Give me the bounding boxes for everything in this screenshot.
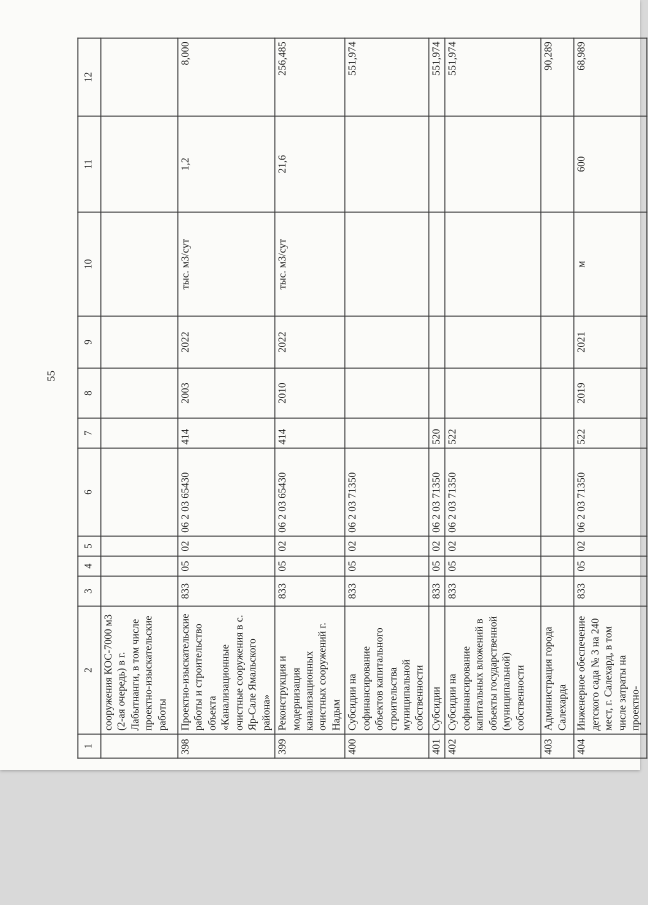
column-header: 8 [78, 368, 101, 418]
cell-c6 [541, 448, 574, 536]
cell-c6 [101, 448, 178, 536]
cell-c3: 833 [275, 576, 345, 606]
cell-c6: 06 2 03 71350 [574, 448, 647, 536]
page-number: 55 [45, 370, 57, 382]
table-row [178, 38, 275, 758]
cell-c6: 06 2 03 71350 [445, 448, 541, 536]
cell-c7: 414 [178, 418, 275, 448]
cell-c10 [101, 212, 178, 316]
table-row [574, 38, 647, 758]
cell-c11: 1,2 [178, 116, 275, 212]
column-header-row [78, 38, 101, 758]
cell-c10: м [574, 212, 647, 316]
column-header: 2 [78, 606, 101, 734]
row-number: 398 [178, 734, 275, 758]
cell-c5 [541, 536, 574, 556]
cell-c4: 05 [178, 556, 275, 576]
column-header: 12 [78, 38, 101, 116]
row-name: Проектно-изыскательские работы и строительство объекта «Канализационные очистные сооружения в с. Яр-Сале Ямальского района» [178, 606, 275, 734]
cell-c7: 520 [429, 418, 445, 448]
cell-c6: 06 2 03 65430 [178, 448, 275, 536]
cell-c9 [101, 316, 178, 368]
row-number: 400 [345, 734, 429, 758]
cell-c5 [101, 536, 178, 556]
cell-c6: 06 2 03 65430 [275, 448, 345, 536]
cell-c9 [541, 316, 574, 368]
cell-c4: 05 [574, 556, 647, 576]
cell-c9 [345, 316, 429, 368]
table-row [345, 38, 429, 758]
cell-c12: 551,974 [445, 38, 541, 116]
column-header: 6 [78, 448, 101, 536]
cell-c11: 600 [574, 116, 647, 212]
row-number: 399 [275, 734, 345, 758]
cell-c8 [429, 368, 445, 418]
cell-c7: 522 [574, 418, 647, 448]
column-header: 10 [78, 212, 101, 316]
row-name: Субсидии [429, 606, 445, 734]
column-header: 11 [78, 116, 101, 212]
cell-c10 [541, 212, 574, 316]
cell-c11 [429, 116, 445, 212]
cell-c10 [445, 212, 541, 316]
row-name: Субсидии на софинансирование объектов капитального строительства муниципальной собственности [345, 606, 429, 734]
cell-c6: 06 2 03 71350 [345, 448, 429, 536]
cell-c8 [345, 368, 429, 418]
cell-c5: 02 [345, 536, 429, 556]
cell-c8 [541, 368, 574, 418]
cell-c8 [445, 368, 541, 418]
cell-c5: 02 [429, 536, 445, 556]
row-number: 402 [445, 734, 541, 758]
cell-c8 [101, 368, 178, 418]
cell-c3 [541, 576, 574, 606]
table-row [429, 38, 445, 758]
table-row [101, 38, 178, 758]
cell-c12: 551,974 [429, 38, 445, 116]
cell-c11 [541, 116, 574, 212]
cell-c12: 256,485 [275, 38, 345, 116]
cell-c12: 8,000 [178, 38, 275, 116]
cell-c5: 02 [275, 536, 345, 556]
column-header: 9 [78, 316, 101, 368]
row-name: Реконструкция и модернизация канализационных очистных сооружений г. Надым [275, 606, 345, 734]
row-number [101, 734, 178, 758]
cell-c8: 2010 [275, 368, 345, 418]
cell-c12 [101, 38, 178, 116]
table-row [541, 38, 574, 758]
cell-c9 [429, 316, 445, 368]
row-number: 404 [574, 734, 647, 758]
cell-c12: 551,974 [345, 38, 429, 116]
row-name: Администрация города Салехарда [541, 606, 574, 734]
row-number: 401 [429, 734, 445, 758]
cell-c4: 05 [445, 556, 541, 576]
cell-c4: 05 [345, 556, 429, 576]
cell-c7 [345, 418, 429, 448]
column-header: 1 [78, 734, 101, 758]
cell-c9: 2022 [275, 316, 345, 368]
table-row [445, 38, 541, 758]
cell-c4 [101, 556, 178, 576]
cell-c5: 02 [574, 536, 647, 556]
cell-c11 [345, 116, 429, 212]
cell-c7: 522 [445, 418, 541, 448]
cell-c4 [541, 556, 574, 576]
cell-c5: 02 [445, 536, 541, 556]
column-header: 3 [78, 576, 101, 606]
cell-c8: 2003 [178, 368, 275, 418]
cell-c12: 90,289 [541, 38, 574, 116]
cell-c5: 02 [178, 536, 275, 556]
cell-c7 [541, 418, 574, 448]
cell-c11 [101, 116, 178, 212]
cell-c10: тыс. м3/сут [178, 212, 275, 316]
cell-c7: 414 [275, 418, 345, 448]
row-number: 403 [541, 734, 574, 758]
column-header: 4 [78, 556, 101, 576]
row-name: Инженерное обеспечение детского сада № 3 на 240 мест, г. Салехард, в том числе затраты на проектно- [574, 606, 647, 734]
budget-table [77, 38, 647, 759]
cell-c10: тыс. м3/сут [275, 212, 345, 316]
cell-c8: 2019 [574, 368, 647, 418]
budget-table-container [82, 28, 642, 755]
cell-c3: 833 [178, 576, 275, 606]
cell-c9 [445, 316, 541, 368]
column-header: 5 [78, 536, 101, 556]
cell-c10 [429, 212, 445, 316]
column-header: 7 [78, 418, 101, 448]
row-name: сооружения КОС-7000 м3 (2-ая очередь) в г. Лабытнанги, в том числе проектно-изыскательские работы [101, 606, 178, 734]
cell-c3: 833 [574, 576, 647, 606]
cell-c3: 833 [445, 576, 541, 606]
cell-c3 [101, 576, 178, 606]
table-row [275, 38, 345, 758]
cell-c12: 68,989 [574, 38, 647, 116]
cell-c9: 2021 [574, 316, 647, 368]
cell-c11: 21,6 [275, 116, 345, 212]
cell-c6: 06 2 03 71350 [429, 448, 445, 536]
row-name: Субсидии на софинансирование капитальных вложений в объекты государственной (муниципальной) собственности [445, 606, 541, 734]
cell-c10 [345, 212, 429, 316]
cell-c3: 833 [429, 576, 445, 606]
cell-c9: 2022 [178, 316, 275, 368]
cell-c7 [101, 418, 178, 448]
cell-c4: 05 [275, 556, 345, 576]
cell-c3: 833 [345, 576, 429, 606]
cell-c11 [445, 116, 541, 212]
cell-c4: 05 [429, 556, 445, 576]
